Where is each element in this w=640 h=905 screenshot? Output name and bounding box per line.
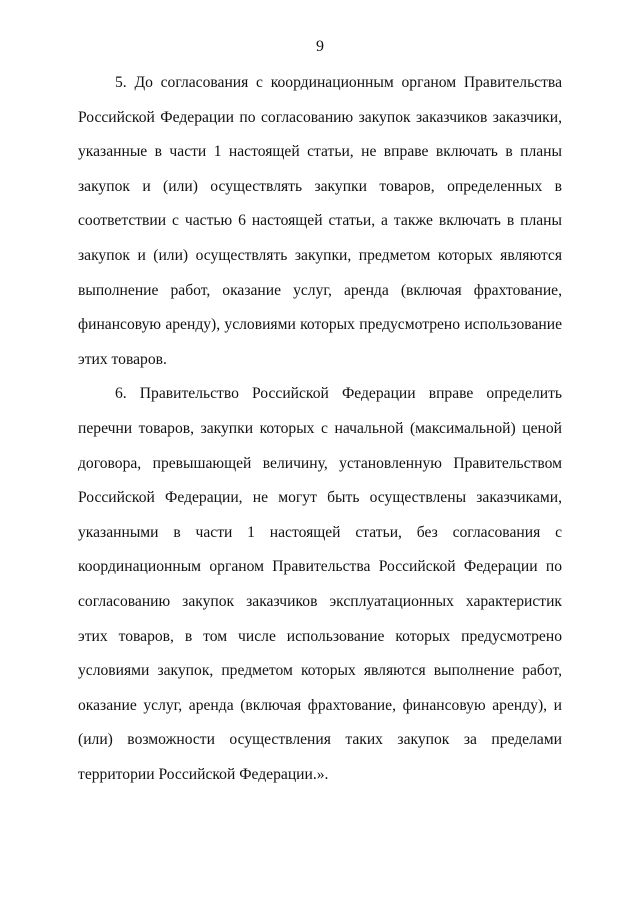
page-number: 9: [316, 38, 324, 55]
paragraph-5: 5. До согласования с координационным органом Правительства Российской Федерации по согласованию закупок заказчиков заказчики, указанные в части 1 настоящей статьи, не вправе включать в планы закупок и (или) осуществлять закупки товаров, определенных в соответствии с частью 6 настоящей статьи, а также включать в планы закупок и (или) осуществлять закупки, предметом которых являются выполнение работ, оказание услуг, аренда (включая фрахтование, финансовую аренду), условиями которых предусмотрено использование этих товаров.: [78, 74, 562, 368]
paragraph-6: 6. Правительство Российской Федерации вправе определить перечни товаров, закупки которых с начальной (максимальной) ценой договора, превышающей величину, установленную Правительством Российской Федерации, не могут быть осуществлены заказчиками, указанными в части 1 настоящей статьи, без согласования с координационным органом Правительства Российской Федерации по согласованию закупок заказчиков эксплуатационных характеристик этих товаров, в том числе использование которых предусмотрено условиями закупок, предметом которых являются выполнение работ, оказание услуг, аренда (включая фрахтование, финансовую аренду), и (или) возможности осуществления таких закупок за пределами территории Российской Федерации.».: [78, 385, 562, 783]
document-body: [78, 66, 562, 792]
